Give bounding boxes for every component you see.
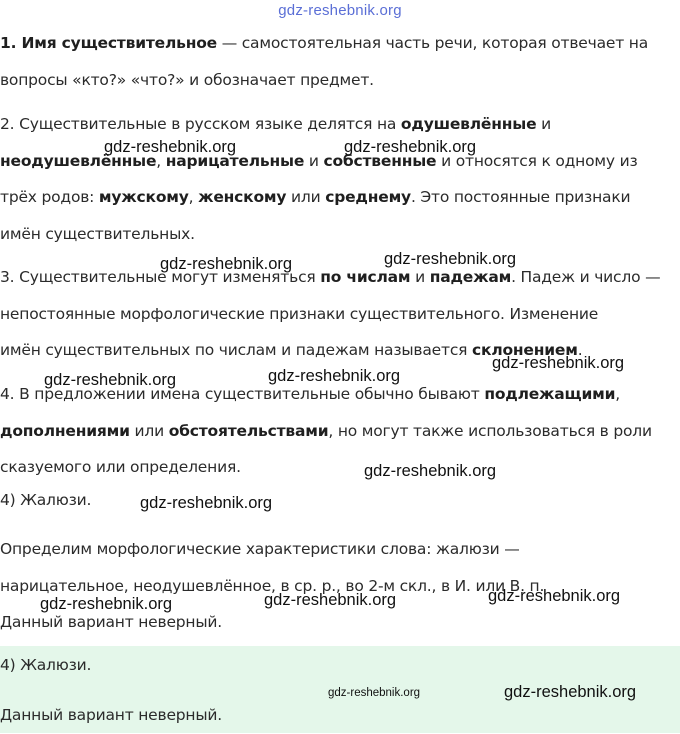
term-noun: Имя существительное xyxy=(21,34,217,52)
watermark: gdz-reshebnik.org xyxy=(504,683,637,701)
option-label: 4) Жалюзи. xyxy=(0,491,92,509)
term-proper: собственные xyxy=(323,151,437,170)
term-neuter: среднему xyxy=(325,188,411,206)
text-segment: . Это постоянные признаки xyxy=(410,188,631,206)
watermark: gdz-reshebnik.org xyxy=(328,687,421,699)
watermark: gdz-reshebnik.org xyxy=(488,587,621,605)
watermark: gdz-reshebnik.org xyxy=(104,138,237,156)
text-segment: имён существительных. xyxy=(0,224,195,243)
text-segment: трёх родов: xyxy=(0,188,99,206)
watermark: gdz-reshebnik.org xyxy=(492,354,625,372)
term-numbers: по числам xyxy=(320,268,411,286)
text-segment: , xyxy=(615,385,620,403)
watermark: gdz-reshebnik.org xyxy=(264,591,397,609)
theory-paragraph-3 xyxy=(0,259,676,369)
watermark: gdz-reshebnik.org xyxy=(160,255,293,273)
term-subject: подлежащими xyxy=(484,385,616,403)
analysis-line-2: нарицательное, неодушевлённое, в ср. р., во 2-м скл., в И. или В. п. xyxy=(0,576,545,595)
text-segment: , но могут также использоваться в роли xyxy=(328,421,652,440)
text-segment: и xyxy=(410,268,430,286)
term-object: дополнениями xyxy=(0,421,130,440)
answer-verdict: Данный вариант неверный. xyxy=(0,706,223,724)
analysis-paragraph xyxy=(0,531,676,641)
text-segment: . xyxy=(577,341,583,359)
text-segment: 3. Существительные могут изменяться xyxy=(0,268,321,286)
text-segment: и xyxy=(536,115,551,133)
text-segment: вопросы «кто?» «что?» и обозначает предмет. xyxy=(0,70,374,89)
text-segment: 2. Существительные в русском языке делятся на xyxy=(0,115,401,133)
text-segment: — самостоятельная часть речи, которая отвечает на xyxy=(216,34,649,52)
term-cases: падежам xyxy=(429,268,512,286)
term-animate: одушевлённые xyxy=(400,115,537,133)
watermark: gdz-reshebnik.org xyxy=(44,371,177,389)
term-masculine: мужскому xyxy=(98,188,189,206)
paragraph-number: 1. xyxy=(0,34,22,52)
term-declension: склонением xyxy=(472,341,578,359)
term-inanimate: неодушевлённые xyxy=(0,151,157,170)
text-segment: . Падеж и число — xyxy=(511,268,661,286)
term-adverbial: обстоятельствами xyxy=(168,421,329,440)
theory-paragraph-2 xyxy=(0,106,676,252)
text-segment: и относятся к одному из xyxy=(436,151,638,170)
watermark: gdz-reshebnik.org xyxy=(140,494,273,512)
answer-option: 4) Жалюзи. xyxy=(0,656,92,674)
text-segment: , xyxy=(156,151,166,170)
watermark: gdz-reshebnik.org xyxy=(384,250,517,268)
text-segment: , xyxy=(188,188,199,206)
text-segment: имён существительных по числам и падежам называется xyxy=(0,341,473,359)
text-segment: 4. В предложении имена существительные обычно бывают xyxy=(0,385,485,403)
theory-paragraph-4 xyxy=(0,376,676,486)
analysis-line-1: Определим морфологические характеристики слова: жалюзи — xyxy=(0,540,520,558)
analysis-line-3: Данный вариант неверный. xyxy=(0,613,223,631)
text-segment: и xyxy=(304,151,324,170)
watermark: gdz-reshebnik.org xyxy=(40,595,173,613)
term-feminine: женскому xyxy=(198,188,287,206)
header-watermark: gdz-reshebnik.org xyxy=(278,2,402,19)
watermark: gdz-reshebnik.org xyxy=(344,138,477,156)
term-common: нарицательные xyxy=(165,151,305,170)
text-segment: или xyxy=(129,421,169,440)
watermark: gdz-reshebnik.org xyxy=(364,462,497,480)
text-segment: непостоянные морфологические признаки существительного. Изменение xyxy=(0,304,599,323)
theory-paragraph-1 xyxy=(0,25,676,98)
text-segment: или xyxy=(286,188,326,206)
text-segment: сказуемого или определения. xyxy=(0,458,241,476)
watermark: gdz-reshebnik.org xyxy=(268,367,401,385)
